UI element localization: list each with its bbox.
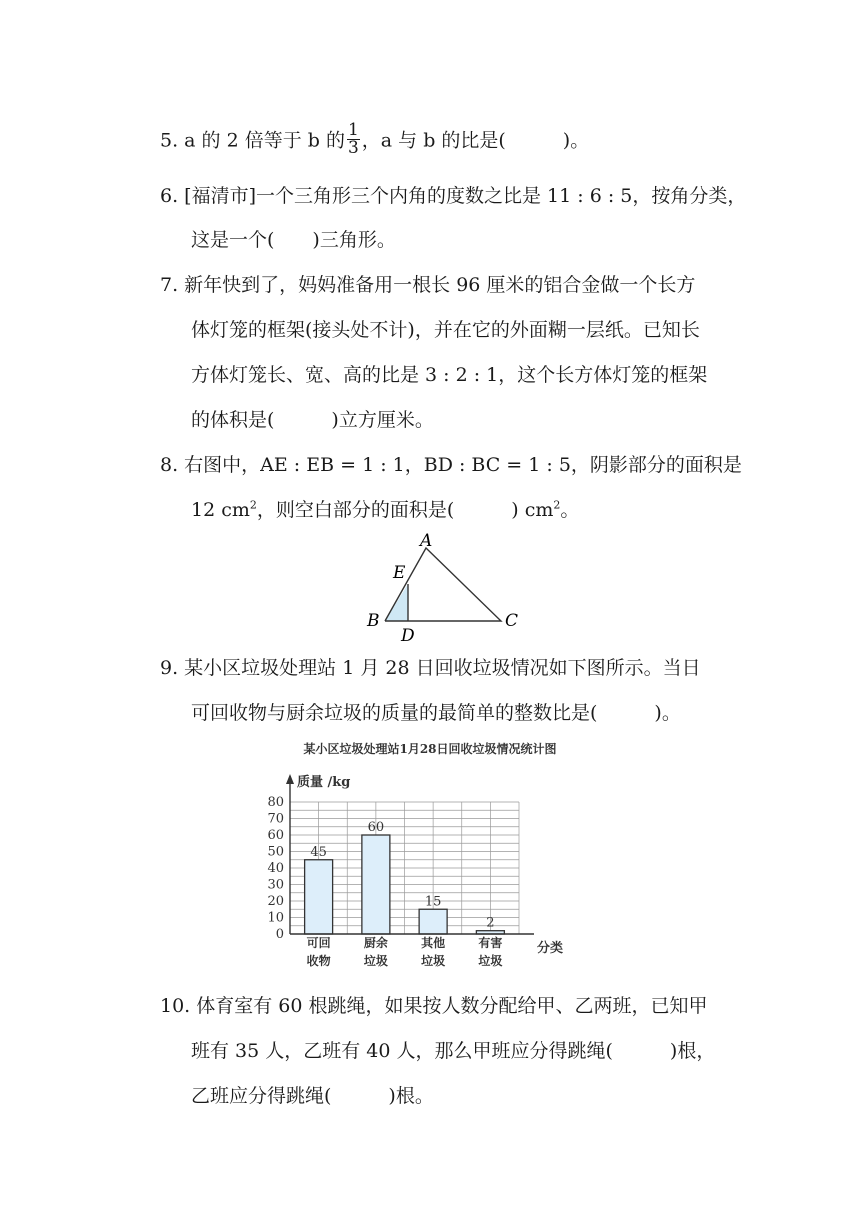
x-tick-label: 垃圾 — [421, 954, 446, 968]
q8-superscript-1: 2 — [249, 498, 257, 512]
q10-line-1: 10. 体育室有 60 根跳绳，如果按人数分配给甲、乙两班，已知甲 — [160, 995, 708, 1017]
y-tick-label: 80 — [267, 795, 284, 810]
x-tick-label: 厨余 — [363, 936, 388, 950]
y-tick-label: 20 — [267, 894, 284, 909]
q8-line-2 — [191, 498, 579, 522]
q7-line-4: 的体积是( )立方厘米。 — [191, 409, 434, 431]
x-tick-label: 垃圾 — [363, 954, 388, 968]
y-tick-label: 30 — [267, 877, 284, 893]
y-tick-label: 0 — [275, 927, 284, 942]
x-tick-label: 可回 — [306, 936, 331, 950]
x-tick-label: 其他 — [421, 936, 446, 950]
q7-line-1: 7. 新年快到了，妈妈准备用一根长 96 厘米的铝合金做一个长方 — [160, 274, 696, 296]
bar-value-label: 2 — [486, 915, 495, 931]
chart-x-axis-label: 分类 — [537, 941, 564, 956]
label-d: D — [401, 626, 415, 646]
triangle-figure — [355, 528, 535, 646]
q8-area-value: 12 cm — [191, 499, 250, 521]
q5-text-pre: 5. a 的 2 倍等于 b 的 — [160, 129, 345, 152]
bar — [362, 835, 390, 934]
q5-fraction-denominator: 3 — [347, 138, 359, 158]
y-tick-label: 50 — [267, 844, 284, 860]
y-tick-label: 60 — [267, 828, 284, 843]
x-tick-label: 有害 — [478, 936, 503, 950]
bar-value-label: 15 — [424, 894, 442, 910]
q5 — [160, 120, 590, 159]
q9-line-2: 可回收物与厨余垃圾的质量的最简单的整数比是( )。 — [191, 702, 681, 724]
q5-fraction — [347, 122, 360, 157]
q9-line-1: 9. 某小区垃圾处理站 1 月 28 日回收垃圾情况如下图所示。当日 — [160, 657, 701, 679]
label-a: A — [420, 531, 433, 551]
label-e: E — [393, 563, 406, 583]
q10-line-3: 乙班应分得跳绳( )根。 — [191, 1085, 434, 1107]
x-tick-label: 收物 — [306, 954, 331, 968]
y-tick-label: 70 — [267, 811, 284, 827]
y-axis-arrow — [286, 774, 294, 784]
q6-line-1: 6. [福清市]一个三角形三个内角的度数之比是 11 : 6 : 5，按角分类， — [160, 185, 747, 207]
bar-value-label: 60 — [367, 820, 385, 835]
bar — [305, 860, 333, 934]
bar-value-label: 45 — [310, 844, 327, 860]
q8-line-1: 8. 右图中，AE : EB = 1 : 1，BD : BC = 1 : 5，阴影部分的面积是 — [160, 454, 742, 476]
q8-question-text: ，则空白部分的面积是( ) cm — [256, 499, 554, 521]
q6-line-2: 这是一个( )三角形。 — [191, 229, 396, 251]
q7-line-2: 体灯笼的框架(接头处不计)，并在它的外面糊一层纸。已知长 — [191, 319, 700, 341]
bar — [419, 909, 447, 934]
bar-chart — [250, 736, 620, 976]
q8-period: 。 — [560, 499, 580, 521]
q5-fraction-numerator: 1 — [347, 120, 359, 140]
y-tick-label: 40 — [267, 861, 284, 876]
y-tick-label: 10 — [267, 910, 284, 926]
q8-superscript-2: 2 — [553, 498, 561, 512]
x-tick-label: 垃圾 — [478, 954, 503, 968]
q5-text-post: ，a 与 b 的比是( )。 — [361, 129, 590, 152]
label-c: C — [505, 611, 519, 631]
q10-line-2: 班有 35 人，乙班有 40 人，那么甲班应分得跳绳( )根， — [191, 1040, 716, 1062]
q7-line-3: 方体灯笼长、宽、高的比是 3 : 2 : 1，这个长方体灯笼的框架 — [191, 364, 708, 386]
chart-title: 某小区垃圾处理站1月28日回收垃圾情况统计图 — [303, 742, 557, 756]
chart-y-axis-label: 质量 /kg — [297, 775, 351, 790]
label-b: B — [367, 611, 380, 631]
